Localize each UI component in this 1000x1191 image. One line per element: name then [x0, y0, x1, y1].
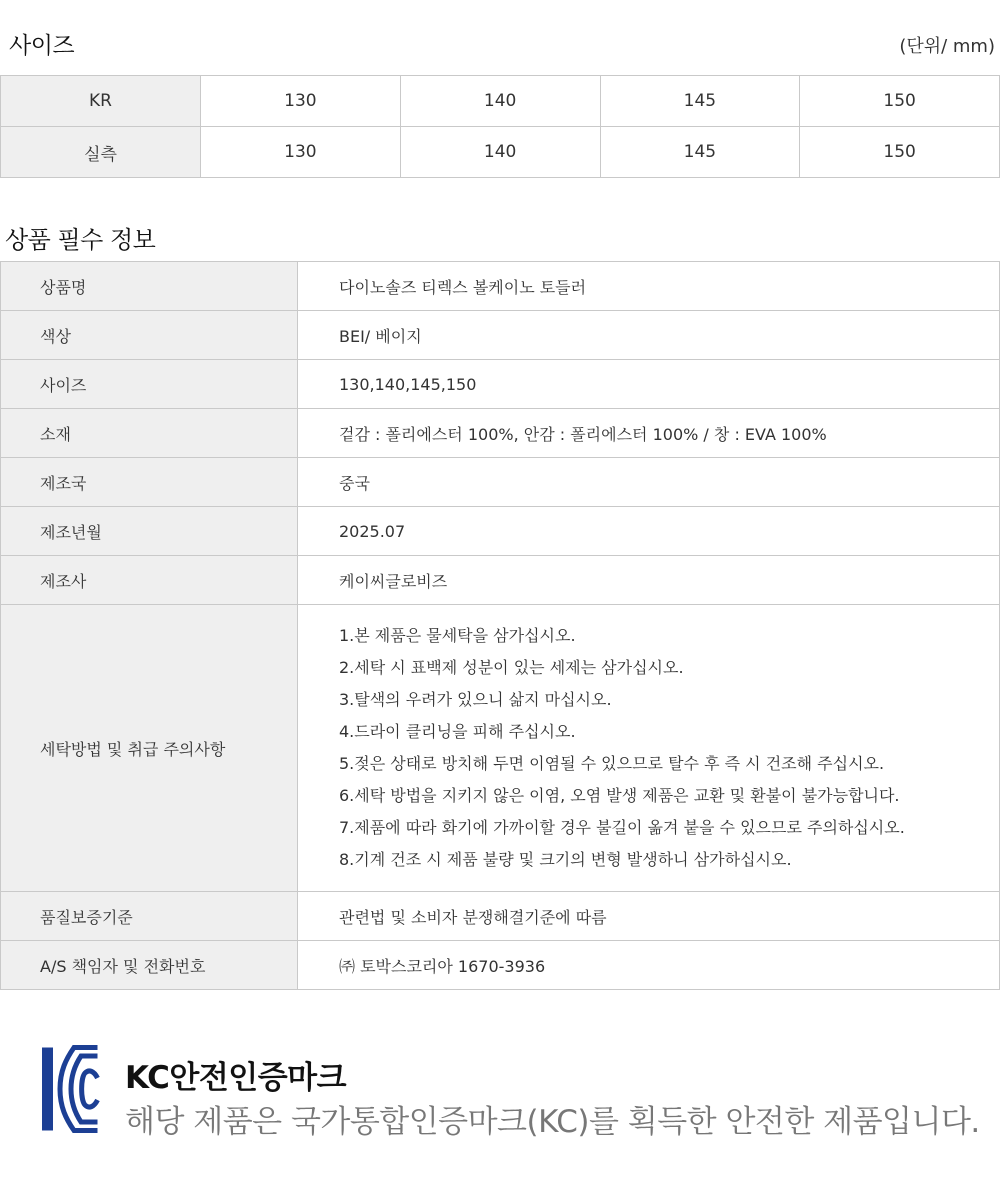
info-label: 세탁방법 및 취급 주의사항 [1, 605, 298, 892]
size-cell: 140 [400, 76, 600, 127]
info-row-manufacturer [1, 556, 1000, 605]
size-cell: 145 [600, 76, 800, 127]
wash-item: 8.기계 건조 시 제품 불량 및 크기의 변형 발생하니 삼가하십시오. [339, 850, 792, 869]
wash-list [339, 620, 999, 876]
size-row-label: KR [1, 76, 201, 127]
size-cell: 130 [201, 127, 401, 178]
size-row-actual [1, 127, 1000, 178]
size-row-label: 실측 [1, 127, 201, 178]
kc-description: 해당 제품은 국가통합인증마크(KC)를 획득한 안전한 제품입니다. [125, 1104, 980, 1140]
info-label: 제조사 [1, 556, 298, 605]
info-row-country [1, 458, 1000, 507]
info-value: ㈜ 토박스코리아 1670-3936 [298, 941, 1000, 990]
info-title: 상품 필수 정보 [5, 226, 156, 254]
kc-mark-icon [42, 1045, 100, 1133]
info-label: 품질보증기준 [1, 892, 298, 941]
size-title: 사이즈 [9, 33, 75, 59]
wash-instructions [298, 605, 1000, 892]
kc-title: KC안전인증마크 [125, 1060, 347, 1096]
info-row-wash [1, 605, 1000, 892]
size-row-kr [1, 76, 1000, 127]
info-row-product-name [1, 262, 1000, 311]
kc-section [0, 1030, 1000, 1160]
size-cell: 150 [800, 127, 1000, 178]
info-row-color [1, 311, 1000, 360]
info-label: A/S 책임자 및 전화번호 [1, 941, 298, 990]
info-label: 색상 [1, 311, 298, 360]
info-label: 제조년월 [1, 507, 298, 556]
wash-item: 3.탈색의 우려가 있으니 삶지 마십시오. [339, 690, 612, 709]
info-value: 관련법 및 소비자 분쟁해결기준에 따름 [298, 892, 1000, 941]
info-label: 사이즈 [1, 360, 298, 409]
info-row-quality [1, 892, 1000, 941]
info-value: BEI/ 베이지 [298, 311, 1000, 360]
size-cell: 150 [800, 76, 1000, 127]
size-header [0, 0, 1000, 76]
size-cell: 140 [400, 127, 600, 178]
wash-item: 6.세탁 방법을 지키지 않은 이염, 오염 발생 제품은 교환 및 환불이 불가능합니다. [339, 786, 900, 805]
size-cell: 130 [201, 76, 401, 127]
info-row-manufacture-date [1, 507, 1000, 556]
size-cell: 145 [600, 127, 800, 178]
info-label: 소재 [1, 409, 298, 458]
info-value: 케이씨글로비즈 [298, 556, 1000, 605]
info-row-size [1, 360, 1000, 409]
info-value: 중국 [298, 458, 1000, 507]
info-value: 다이노솔즈 티렉스 볼케이노 토들러 [298, 262, 1000, 311]
info-value: 2025.07 [298, 507, 1000, 556]
wash-item: 7.제품에 따라 화기에 가까이할 경우 불길이 옮겨 붙을 수 있으므로 주의하십시오. [339, 818, 905, 837]
wash-item: 1.본 제품은 물세탁을 삼가십시오. [339, 626, 576, 645]
info-row-as-contact [1, 941, 1000, 990]
info-value: 130,140,145,150 [298, 360, 1000, 409]
info-value: 겉감 : 폴리에스터 100%, 안감 : 폴리에스터 100% / 창 : EVA 100% [298, 409, 1000, 458]
size-table [0, 75, 1000, 178]
size-unit: (단위/ mm) [899, 36, 995, 57]
wash-item: 5.젖은 상태로 방치해 두면 이염될 수 있으므로 탈수 후 즉 시 건조해 주십시오. [339, 754, 885, 773]
info-label: 제조국 [1, 458, 298, 507]
info-table [0, 261, 1000, 990]
wash-item: 2.세탁 시 표백제 성분이 있는 세제는 삼가십시오. [339, 658, 684, 677]
info-row-material [1, 409, 1000, 458]
wash-item: 4.드라이 클리닝을 피해 주십시오. [339, 722, 576, 741]
info-label: 상품명 [1, 262, 298, 311]
